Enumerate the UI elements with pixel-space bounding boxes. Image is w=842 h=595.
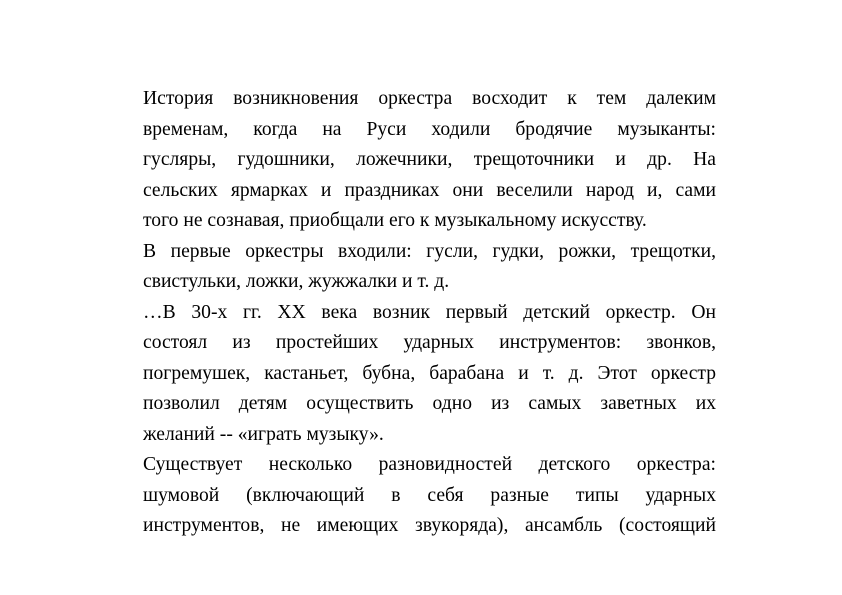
text-line: шумовой (включающий в себя разные типы ударных bbox=[143, 484, 716, 506]
text-line: Существует несколько разновидностей детского оркестра: bbox=[143, 454, 716, 475]
text-line: …В 30-х гг. XX века возник первый детский оркестр. Он bbox=[143, 301, 716, 323]
paragraph-childrens-orchestra bbox=[143, 298, 716, 451]
paragraph-varieties bbox=[143, 450, 716, 542]
paragraph-history bbox=[143, 84, 716, 237]
text-line: временам, когда на Руси ходили бродячие музыканты: bbox=[143, 118, 716, 140]
text-line: инструментов, не имеющих звукоряда), ансамбль (состоящий bbox=[143, 515, 716, 536]
text-line: свистульки, ложки, жужжалки и т. д. bbox=[143, 271, 450, 292]
text-line: погремушек, кастаньет, бубна, барабана и т. д. Этот оркестр bbox=[143, 362, 716, 384]
body-text bbox=[143, 84, 716, 542]
text-line: История возникновения оркестра восходит к тем далеким bbox=[143, 88, 716, 109]
text-line: состоял из простейших ударных инструментов: звонков, bbox=[143, 332, 716, 353]
text-line: того не сознавая, приобщали его к музыкальному искусству. bbox=[143, 210, 647, 231]
text-line: В первые оркестры входили: гусли, гудки, рожки, трещотки, bbox=[143, 240, 716, 262]
text-line: гусляры, гудошники, ложечники, трещоточники и др. На bbox=[143, 149, 716, 170]
text-line: желаний -- «играть музыку». bbox=[143, 423, 384, 445]
text-line: позволил детям осуществить одно из самых заветных их bbox=[143, 393, 716, 414]
text-line: сельских ярмарках и праздниках они веселили народ и, сами bbox=[143, 179, 716, 201]
paragraph-first-orchestras bbox=[143, 237, 716, 298]
